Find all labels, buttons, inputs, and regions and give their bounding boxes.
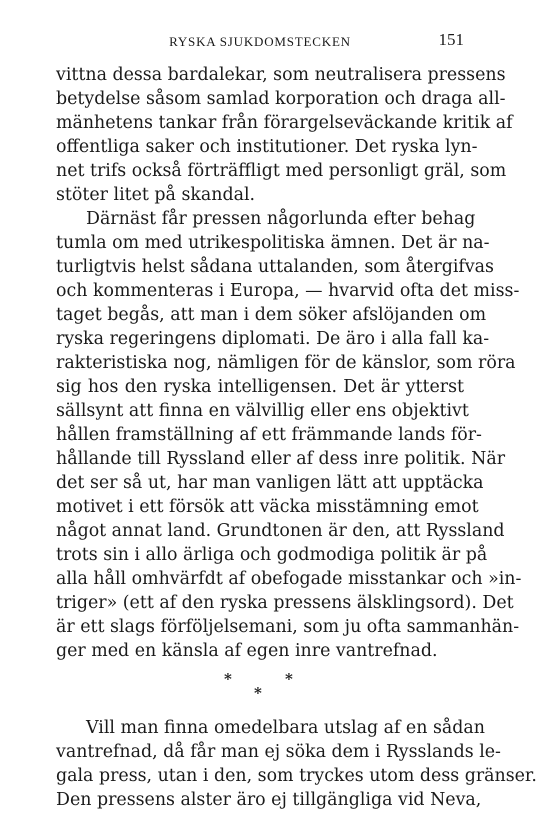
text-line: offentliga saker och institutioner. Det ryska lyn- bbox=[56, 137, 478, 157]
text-line: taget begås, att man i dem söker afslöjanden om bbox=[56, 305, 487, 325]
text-line: stöter litet på skandal. bbox=[56, 185, 256, 205]
text-line: triger» (ett af den ryska pressens älsklingsord). Det bbox=[56, 593, 514, 613]
text-line: betydelse såsom samlad korporation och draga all- bbox=[56, 89, 506, 109]
text-line: sällsynt att finna en välvillig eller ens objektivt bbox=[56, 401, 469, 421]
text-line: rakteristiska nog, nämligen för de känslor, som röra bbox=[56, 353, 516, 373]
text-line: turligtvis helst sådana uttalanden, som återgifvas bbox=[56, 257, 494, 277]
text-line: något annat land. Grundtonen är den, att Ryssland bbox=[56, 521, 505, 541]
text-line: tumla om med utrikespolitiska ämnen. Det är na- bbox=[56, 233, 490, 253]
text-line: det ser så ut, har man vanligen lätt att upptäcka bbox=[56, 473, 484, 493]
page-header bbox=[56, 30, 464, 52]
text-line: sig hos den ryska intelligensen. Det är ytterst bbox=[56, 377, 464, 397]
text-line: mänhetens tankar från förargelseväckande kritik af bbox=[56, 113, 513, 133]
text-line: hållen framställning af ett främmande lands för- bbox=[56, 425, 482, 445]
asterisk: * bbox=[224, 670, 232, 688]
text-line: hållande till Ryssland eller af dess inre politik. När bbox=[56, 449, 506, 469]
text-line: motivet i ett försök att väcka misstämning emot bbox=[56, 497, 479, 517]
text-line: ryska regeringens diplomati. De äro i alla fall ka- bbox=[56, 329, 490, 349]
text-line: Den pressens alster äro ej tillgängliga vid Neva, bbox=[56, 790, 482, 810]
text-line: Därnäst får pressen någorlunda efter behag bbox=[86, 209, 476, 229]
text-line: gala press, utan i den, som tryckes utom dess gränser. bbox=[56, 766, 537, 786]
text-line: Vill man finna omedelbara utslag af en sådan bbox=[86, 718, 485, 738]
text-line: alla håll omhvärfdt af obefogade misstankar och »in- bbox=[56, 569, 522, 589]
text-line: trots sin i allo ärliga och godmodiga politik är på bbox=[56, 545, 488, 565]
asterisk: * bbox=[285, 670, 293, 688]
text-line: och kommenteras i Europa, — hvarvid ofta det miss- bbox=[56, 281, 520, 301]
text-line: net trifs också förträffligt med personligt gräl, som bbox=[56, 161, 507, 181]
text-line: vantrefnad, då får man ej söka dem i Rysslands le- bbox=[56, 742, 501, 762]
text-line: vittna dessa bardalekar, som neutralisera pressens bbox=[56, 65, 506, 85]
text-line: är ett slags förföljelsemani, som ju ofta sammanhän- bbox=[56, 617, 520, 637]
section-break bbox=[0, 672, 560, 712]
asterisk: * bbox=[254, 684, 262, 702]
text-line: ger med en känsla af egen inre vantrefnad. bbox=[56, 641, 438, 661]
running-head: RYSKA SJUKDOMSTECKEN bbox=[169, 34, 351, 49]
page-number: 151 bbox=[438, 30, 464, 49]
